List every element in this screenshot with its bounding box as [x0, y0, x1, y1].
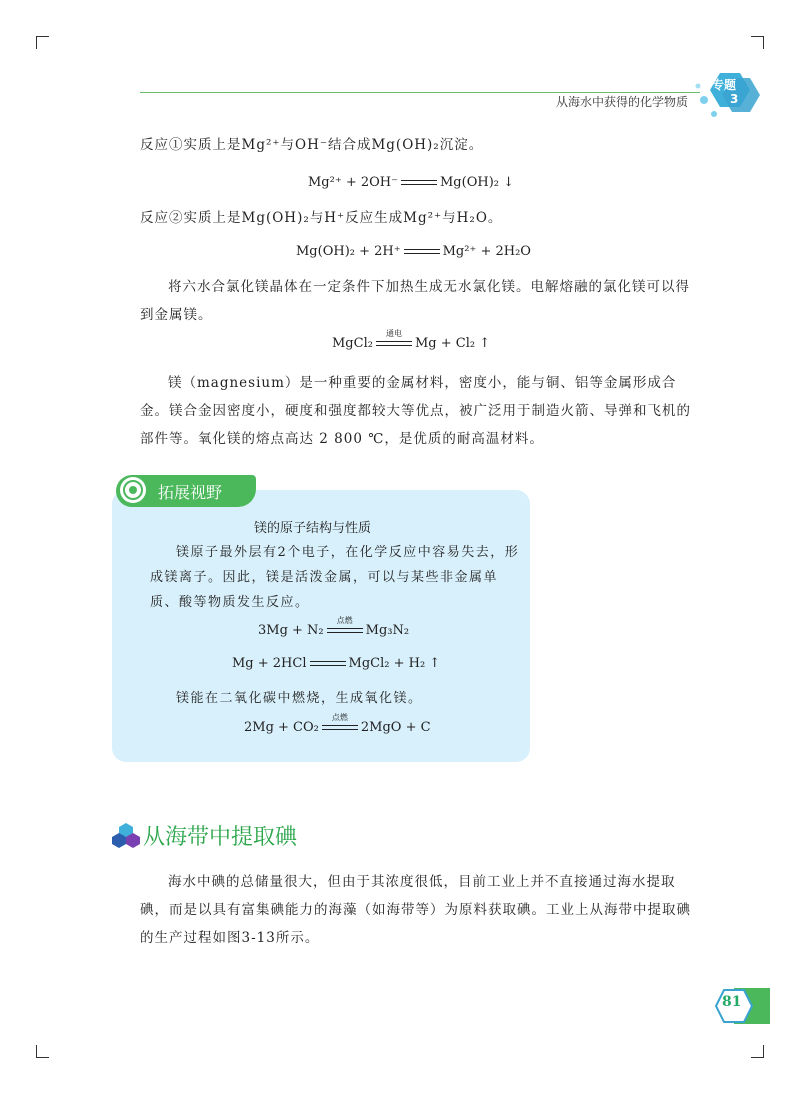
- box-equation-1-left: 3Mg + N₂: [258, 623, 324, 638]
- paragraph-iodine: 海水中碘的总储量很大，但由于其浓度很低，目前工业上并不直接通过海水提取碘，而是以具有富集碘能力的海藻（如海带等）为原料获取碘。工业上从海带中提取碘的生产过程如图3-13所示。: [140, 874, 691, 946]
- crop-mark-top-right: [751, 36, 764, 49]
- paragraph-magnesium: 镁（magnesium）是一种重要的金属材料，密度小，能与铜、铝等金属形成合金。镁合金因密度小，硬度和强度都较大等优点，被广泛用于制造火箭、导弹和飞机的部件等。氧化镁的熔点高达 2 800 ℃，是优质的耐高温材料。: [140, 375, 691, 447]
- equation-1-left: Mg²⁺ + 2OH⁻: [308, 175, 398, 190]
- box-equation-1-right: Mg₃N₂: [365, 623, 410, 638]
- crop-mark-top-left: [36, 36, 49, 49]
- eye-icon: [120, 477, 146, 503]
- extension-title: 镁的原子结构与性质: [254, 521, 372, 536]
- page-number: 81: [722, 994, 742, 1010]
- box-equation-1: [258, 615, 410, 638]
- extension-text-1: 镁原子最外层有2个电子，在化学反应中容易失去，形成镁离子。因此，镁是活泼金属，可以与某些非金属单质、酸等物质发生反应。: [150, 545, 520, 610]
- equation-3-left: MgCl₂: [332, 336, 373, 351]
- equals-arrow: [322, 712, 358, 732]
- box-equation-3: [244, 712, 431, 735]
- running-header-title: 从海水中获得的化学物质: [555, 95, 688, 109]
- equation-1: [308, 175, 514, 190]
- section-title: 从海带中提取碘: [143, 825, 298, 850]
- extension-text-2: 镁能在二氧化碳中燃烧，生成氧化镁。: [176, 691, 423, 706]
- equation-2: [296, 244, 531, 259]
- chapter-label: 专题: [712, 78, 737, 92]
- paragraph-electrolysis: 将六水合氯化镁晶体在一定条件下加热生成无水氯化镁。电解熔融的氯化镁可以得到金属镁。: [140, 279, 690, 323]
- box-equation-2: [232, 656, 440, 671]
- paragraph-reaction-2: 反应②实质上是Mg(OH)₂与H⁺反应生成Mg²⁺与H₂O。: [140, 210, 503, 226]
- equation-3-right: Mg + Cl₂ ↑: [414, 336, 491, 351]
- equation-3-condition: 通电: [385, 328, 402, 338]
- box-equation-2-right: MgCl₂ + H₂ ↑: [348, 656, 441, 671]
- crop-mark-bottom-left: [36, 1045, 49, 1058]
- extension-tab-title: 拓展视野: [158, 483, 223, 502]
- chapter-number: 3: [730, 92, 739, 106]
- equals-arrow: [376, 328, 412, 348]
- box-equation-3-right: 2MgO + C: [360, 720, 431, 735]
- crop-mark-bottom-right: [751, 1045, 764, 1058]
- box-equation-2-left: Mg + 2HCl: [232, 656, 307, 671]
- box-equation-1-condition: 点燃: [336, 615, 353, 625]
- equation-3: [332, 328, 491, 351]
- equals-arrow: [404, 248, 440, 256]
- paragraph-reaction-1: 反应①实质上是Mg²⁺与OH⁻结合成Mg(OH)₂沉淀。: [140, 137, 484, 153]
- equation-2-left: Mg(OH)₂ + 2H⁺: [296, 244, 401, 259]
- box-equation-3-condition: 点燃: [331, 712, 348, 722]
- cubes-icon: [112, 822, 140, 848]
- equation-1-right: Mg(OH)₂ ↓: [440, 175, 515, 190]
- box-equation-3-left: 2Mg + CO₂: [244, 720, 319, 735]
- equation-2-right: Mg²⁺ + 2H₂O: [442, 244, 531, 259]
- equals-arrow: [310, 660, 346, 668]
- equals-arrow: [401, 179, 437, 187]
- equals-arrow: [327, 615, 363, 635]
